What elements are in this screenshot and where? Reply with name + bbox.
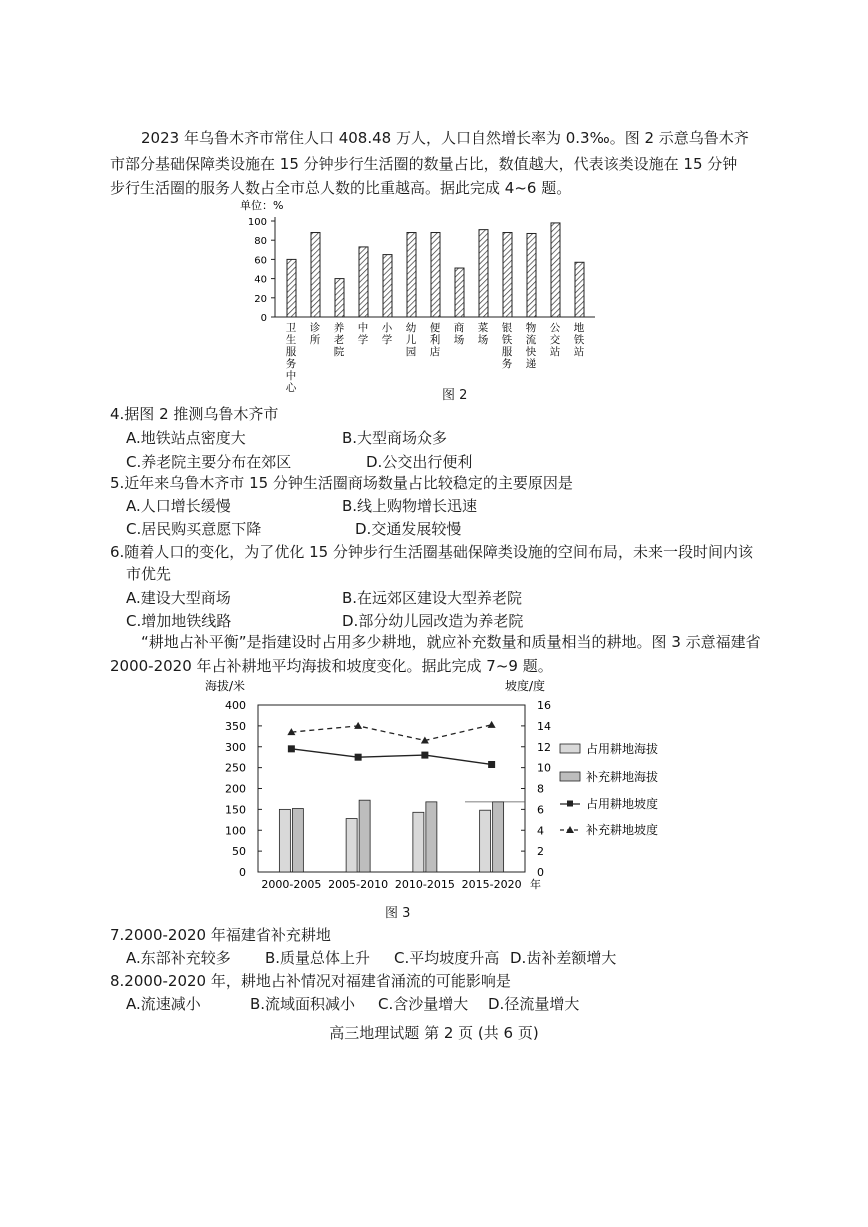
fig2-category-label: 卫生服务中心 (285, 322, 297, 394)
fig3-right-tick-label: 2 (537, 845, 544, 859)
fig3-ylabel-right: 坡度/度 (505, 679, 546, 693)
fig2-category-label: 银铁服务 (501, 322, 513, 370)
q8-option-d[interactable]: D.径流量增大 (488, 995, 580, 1013)
fig3-legend-label: 占用耕地坡度 (586, 797, 659, 811)
fig2-bar (479, 230, 488, 317)
fig3-right-tick-label: 10 (537, 761, 551, 775)
fig3-category-label: 2005-2010 (328, 878, 389, 891)
fig3-legend-marker-occupied-slope (567, 801, 573, 807)
fig3-point-supplemented-slope (488, 721, 496, 728)
fig3-bar-occupied (279, 809, 290, 872)
q7-option-b[interactable]: B.质量总体上升 (265, 949, 371, 967)
q4-stem: 4.据图 2 推测乌鲁木齐市 (110, 405, 279, 423)
q5-option-a[interactable]: A.人口增长缓慢 (126, 497, 231, 515)
fig2-bar (527, 233, 536, 317)
fig2-category-label: 诊所 (309, 322, 321, 346)
fig2-bar (311, 233, 320, 317)
fig3-bar-supplemented (493, 802, 504, 872)
intro1-line3: 步行生活圈的服务人数占全市总人数的比重越高。据此完成 4~6 题。 (110, 179, 572, 197)
figure2-caption: 图 2 (442, 388, 468, 403)
fig3-line-occupied-slope (291, 749, 491, 765)
fig2-bar (575, 262, 584, 317)
fig2-bar (335, 279, 344, 317)
q8-option-c[interactable]: C.含沙量增大 (378, 995, 469, 1013)
fig2-bar (359, 247, 368, 317)
q8-stem: 8.2000-2020 年，耕地占补情况对福建省涌流的可能影响是 (110, 972, 511, 990)
fig3-x-unit: 年 (530, 878, 541, 891)
fig3-category-label: 2015-2020 (461, 878, 522, 891)
fig2-ytick-label: 80 (254, 236, 267, 248)
fig2-bar (551, 223, 560, 317)
figure3-combo-chart (195, 676, 675, 898)
fig3-right-tick-label: 4 (537, 824, 544, 838)
fig3-left-tick-label: 300 (225, 740, 246, 754)
fig2-ylabel: 单位：% (240, 199, 284, 212)
fig3-point-occupied-slope (421, 752, 428, 759)
figure2-bar-chart (220, 195, 640, 405)
page-footer: 高三地理试题 第 2 页 (共 6 页) (329, 1024, 539, 1042)
q6-option-d[interactable]: D.部分幼儿园改造为养老院 (342, 612, 524, 630)
fig3-category-label: 2000-2005 (261, 878, 322, 891)
q5-option-d[interactable]: D.交通发展较慢 (355, 520, 462, 538)
fig3-left-tick-label: 200 (225, 782, 246, 796)
fig3-right-tick-label: 14 (537, 719, 551, 733)
fig2-ytick-label: 20 (254, 293, 267, 305)
fig3-line-supplemented-slope (291, 725, 491, 741)
fig3-bar-occupied (346, 819, 357, 872)
intro2-line2: 2000-2020 年占补耕地平均海拔和坡度变化。据此完成 7~9 题。 (110, 657, 553, 675)
fig3-legend-label: 占用耕地海拔 (586, 742, 659, 756)
fig3-point-occupied-slope (288, 745, 295, 752)
q6-stem-line2: 市优先 (126, 565, 172, 583)
q7-stem: 7.2000-2020 年福建省补充耕地 (110, 926, 331, 944)
fig3-legend-swatch-supplemented-altitude (560, 772, 580, 781)
fig2-ytick-label: 100 (247, 217, 267, 228)
fig3-point-supplemented-slope (354, 722, 362, 729)
fig3-left-tick-label: 50 (232, 845, 246, 859)
fig3-point-occupied-slope (488, 761, 495, 768)
intro1-line1: 2023 年乌鲁木齐市常住人口 408.48 万人，人口自然增长率为 0.3‰。图 2 示意乌鲁木齐 (141, 129, 749, 147)
intro1-line2: 市部分基础保障类设施在 15 分钟步行生活圈的数量占比，数值越大，代表该类设施在 15 分钟 (110, 155, 738, 173)
q6-option-a[interactable]: A.建设大型商场 (126, 589, 231, 607)
fig3-ylabel-left: 海拔/米 (205, 679, 246, 693)
q4-option-d[interactable]: D.公交出行便利 (366, 453, 473, 471)
fig3-bar-supplemented (292, 809, 303, 872)
fig2-category-label: 地铁站 (573, 322, 585, 358)
q6-stem-line1: 6.随着人口的变化，为了优化 15 分钟步行生活圈基础保障类设施的空间布局，未来一段时间内该 (110, 543, 753, 561)
q4-option-c[interactable]: C.养老院主要分布在郊区 (126, 453, 292, 471)
fig3-right-tick-label: 16 (537, 699, 551, 712)
fig2-bar (407, 233, 416, 317)
q5-option-b[interactable]: B.线上购物增长迅速 (342, 497, 478, 515)
fig2-category-label: 公交站 (549, 322, 561, 358)
fig3-bar-occupied (413, 812, 424, 872)
fig2-bar (287, 259, 296, 317)
fig3-bar-supplemented (359, 800, 370, 872)
q7-option-d[interactable]: D.齿补差额增大 (510, 949, 617, 967)
fig3-left-tick-label: 100 (225, 824, 246, 838)
q6-option-c[interactable]: C.增加地铁线路 (126, 612, 232, 630)
q5-option-c[interactable]: C.居民购买意愿下降 (126, 520, 262, 538)
q4-option-b[interactable]: B.大型商场众多 (342, 429, 448, 447)
fig3-right-tick-label: 12 (537, 740, 551, 754)
fig3-left-tick-label: 350 (225, 719, 246, 733)
fig3-legend-swatch-occupied-altitude (560, 744, 580, 753)
fig2-category-label: 商场 (453, 322, 465, 346)
fig3-bar-occupied (480, 810, 491, 872)
q8-option-b[interactable]: B.流域面积减小 (250, 995, 356, 1013)
intro2-line1: “耕地占补平衡”是指建设时占用多少耕地，就应补充数量和质量相当的耕地。图 3 示意福建省 (141, 633, 761, 651)
fig2-ytick-label: 60 (254, 255, 267, 267)
fig3-left-tick-label: 150 (225, 803, 246, 817)
fig3-left-tick-label: 250 (225, 761, 246, 775)
fig2-bar (431, 233, 440, 317)
fig3-right-tick-label: 8 (537, 782, 544, 796)
fig3-legend-label: 补充耕地海拔 (586, 770, 659, 784)
fig2-ytick-label: 40 (254, 274, 267, 286)
fig2-category-label: 便利店 (429, 322, 441, 358)
fig2-category-label: 幼儿园 (405, 322, 417, 358)
q8-option-a[interactable]: A.流速减小 (126, 995, 201, 1013)
fig2-category-label: 养老院 (333, 322, 345, 358)
q4-option-a[interactable]: A.地铁站点密度大 (126, 429, 246, 447)
fig3-category-label: 2010-2015 (394, 878, 455, 891)
q5-stem: 5.近年来乌鲁木齐市 15 分钟生活圈商场数量占比较稳定的主要原因是 (110, 474, 573, 492)
q7-option-a[interactable]: A.东部补充较多 (126, 949, 231, 967)
fig2-category-label: 中学 (357, 322, 369, 346)
q7-option-c[interactable]: C.平均坡度升高 (394, 949, 500, 967)
fig3-left-tick-label: 400 (225, 699, 246, 712)
fig2-bar (455, 268, 464, 317)
fig3-bar-supplemented (426, 802, 437, 872)
figure3-caption: 图 3 (385, 906, 411, 921)
fig3-legend-label: 补充耕地坡度 (586, 823, 659, 837)
fig3-right-tick-label: 6 (537, 803, 544, 817)
fig3-left-tick-label: 0 (239, 866, 246, 879)
q6-option-b[interactable]: B.在远郊区建设大型养老院 (342, 589, 523, 607)
fig2-bar (503, 233, 512, 317)
fig2-ytick-label: 0 (260, 313, 267, 324)
fig2-bar (383, 255, 392, 317)
fig2-category-label: 物流快递 (525, 322, 537, 370)
fig3-right-tick-label: 0 (537, 866, 544, 879)
fig3-point-occupied-slope (355, 754, 362, 761)
fig2-category-label: 小学 (381, 322, 393, 346)
fig2-category-label: 菜场 (477, 322, 489, 346)
